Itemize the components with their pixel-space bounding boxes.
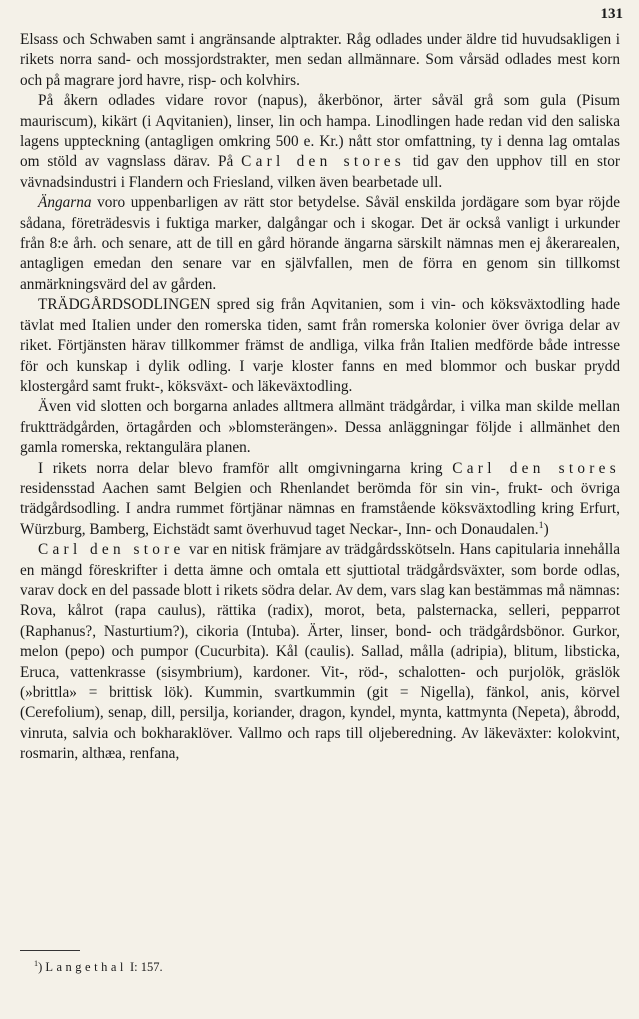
text-segment: Carl den store: [38, 541, 185, 559]
text-segment: I rikets norra delar blevo framför allt omgivningarna kring: [38, 459, 453, 477]
text-segment: TRÄDGÅRDSODLINGEN spred sig från Aqvitanien, som i vin- och köksväxtodling hade tävlat med Italien under den romerska tiden, samt från romerska kolonier över övriga delar av riket. Förtjänsten härav tillkommer främst de andliga, vilka från Italien medförde både intresse för och kunskap i dylik odling. I varje kloster fanns en med blommor och buskar prydd klostergård samt frukt-, köksväxt- och läkeväxtodling.: [20, 296, 620, 395]
paragraph-p4: [20, 295, 620, 397]
text-segment: ): [543, 520, 549, 538]
paragraph-p2: [20, 91, 620, 193]
footnote-marker: 1: [34, 958, 39, 968]
text-segment: Ängarna: [38, 194, 92, 212]
text-segment: tid gav den upphov till en stor vävnadsindustri i Flandern och Friesland, vilken även bearbetade ull.: [20, 153, 620, 191]
text-segment: voro uppenbarligen av rätt stor betydelse. Såväl enskilda jordägare som byar röjde sådana, företrädesvis i fuktiga marker, dalgångar och i skogar. Det är också vanligt i urkunder från 8:e årh. och senare, att de till en gård hörande ängarna särskilt nämnas men ej åkerarealen, antagligen emedan den senare var en självfallen, men de förra en genom sin tillkomst anmärkningsvärd del av gården.: [20, 194, 620, 293]
paragraph-p1: [20, 30, 620, 91]
paragraph-p6: [20, 459, 620, 541]
body-text: [20, 30, 620, 765]
text-segment: residensstad Aachen samt Belgien och Rhenlandet berömda för sin vin-, frukt- och övriga trädgårdsodling. I andra rummet förtjänar nämnas en framstående köksväxtodling kring Erfurt, Würzburg, Bamberg, Eichstädt samt överhuvud taget Neckar-, Inn- och Donaudalen.: [20, 479, 620, 538]
text-segment: Elsass och Schwaben samt i angränsande alptrakter. Råg odlades under äldre tid huvudsakligen i rikets norra sand- och mossjordstrakter, men sedan allmännare. Som vårsäd odlades mest korn och på magrare jord havre, risp- och kolvhirs.: [20, 31, 620, 89]
page-number: 131: [600, 6, 623, 22]
text-segment: 1: [538, 519, 544, 531]
text-segment: var en nitisk främjare av trädgårdsskötseln. Hans capitularia innehålla en mängd föreskrifter i detta ämne och omtala ett sjuttiotal trädgårdsväxter, som borde odlas, varav dock en del passade blott i rikets södra delar. Av dem, vars slag kan bestämmas må nämnas: Rova, kålrot (rapa caulus), rättika (radix), morot, beta, palsternacka, selleri, pepparrot (Raphanus?, Nasturtium?), cikoria (Intuba). Ärter, linser, bond- och trädgårdsbönor. Gurkor, melon (pepo) och pumpor (Cucurbita). Kål (caulis). Sallad, målla (adripia), blitum, libsticka, Eruca, vattenkrasse (sisymbrium), kardoner. Vit-, röd-, schalotten- och purjolök, gräslök (»brittla» = brittisk lök). Kummin, svartkummin (git = Nigella), fänkol, anis, körvel (Cerefolium), senap, dill, persilja, koriander, dragon, kyndel, mynta, kattmynta (Nepeta), åbrodd, vinruta, salvia och bokharaklöver. Vallmo och raps till oljeberedning. Av läkeväxter: kolokvint, rosmarin, althæa, renfana,: [20, 541, 620, 763]
footnote-divider: [20, 950, 80, 951]
footnote-reference: I: 157.: [126, 960, 163, 974]
footnote: [34, 960, 163, 975]
text-segment: Även vid slotten och borgarna anlades alltmera allmänt trädgårdar, i vilka man skilde mellan fruktträdgården, örtagården och »blomsterängen». Dessa anläggningar följde i allmänhet den gamla romerska, rektangulära planen.: [20, 398, 620, 457]
text-segment: På åkern odlades vidare rovor (napus), åkerbönor, ärter såväl grå som gula (Pisum mauriscum), kikärt (i Aqvitanien), linser, lin och hampa. Linodlingen hade redan vid den saliska lagens uppteckning (antagligen omkring 500 e. Kr.) nått stor omfattning, ty i denna lag omtalas om stöld av vagnslass därav. På: [20, 92, 620, 171]
text-segment: Carl den stores: [241, 153, 406, 171]
paragraph-p3: [20, 193, 620, 295]
text-segment: Carl den stores: [452, 459, 620, 477]
footnote-marker-close: ): [38, 960, 43, 974]
paragraph-p7: [20, 540, 620, 764]
paragraph-p5: [20, 397, 620, 458]
footnote-author: Langethal: [45, 960, 127, 974]
